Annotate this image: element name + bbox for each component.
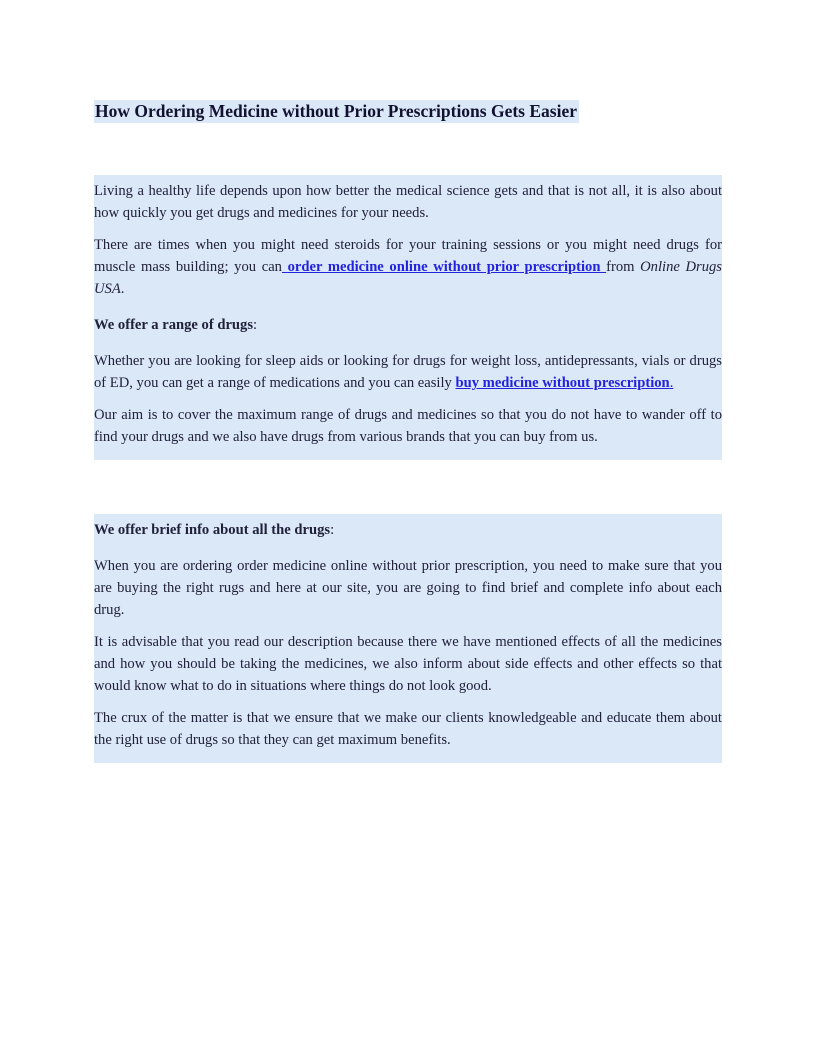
text-run: . (120, 281, 125, 297)
text-run: It is advisable that you read our description because there we have mentioned effects of all the medicines and how you should be taking the medicines, we also inform about side effects and other effects so that would know what to do in situations where things do not look good. (94, 634, 722, 694)
text-run: Our aim is to cover the maximum range of drugs and medicines so that you do not have to wander off to find your drugs and we also have drugs from various brands that you can buy from us. (94, 407, 722, 445)
hyperlink[interactable]: order medicine online without prior prescription (287, 259, 607, 275)
body-paragraph (94, 350, 722, 394)
text-run: When you are ordering order medicine online without prior prescription, you need to make sure that you are buying the right rugs and here at our site, you are going to find brief and complete info about each drug. (94, 558, 722, 618)
text-run: Living a healthy life depends upon how better the medical science gets and that is not all, it is also about how quickly you get drugs and medicines for your needs. (94, 183, 722, 221)
text-run: from (606, 259, 641, 275)
text-run: The crux of the matter is that we ensure that we make our clients knowledgeable and educate them about the right use of drugs so that they can get maximum benefits. (94, 710, 722, 748)
text-run: : (330, 522, 335, 538)
text-run: There are times when you might need steroids for your training sessions or you might need drugs for muscle mass building; you can (94, 237, 722, 275)
highlighted-section-2 (94, 514, 722, 763)
bold-text: We offer brief info about all the drugs (94, 522, 331, 538)
text-run: Whether you are looking for sleep aids or looking for drugs for weight loss, antidepressants, vials or drugs of ED, you can get a range of medications and you can easily (94, 353, 722, 391)
body-paragraph (94, 707, 722, 751)
bold-text: We offer a range of drugs (94, 317, 254, 333)
page-title (94, 99, 722, 124)
body-paragraph (94, 404, 722, 448)
body-paragraph (94, 631, 722, 697)
section-heading (94, 519, 722, 541)
text-run: : (253, 317, 258, 333)
hyperlink[interactable]: buy medicine without prescription (455, 375, 670, 391)
section-heading (94, 314, 722, 336)
page-title-text: How Ordering Medicine without Prior Prescriptions Gets Easier (95, 101, 577, 121)
body-paragraph (94, 180, 722, 224)
body-paragraph (94, 555, 722, 621)
body-paragraph (94, 234, 722, 300)
italic-text: Online Drugs USA (94, 259, 722, 297)
hyperlink[interactable]: . (669, 375, 674, 391)
highlighted-section-1 (94, 175, 722, 460)
